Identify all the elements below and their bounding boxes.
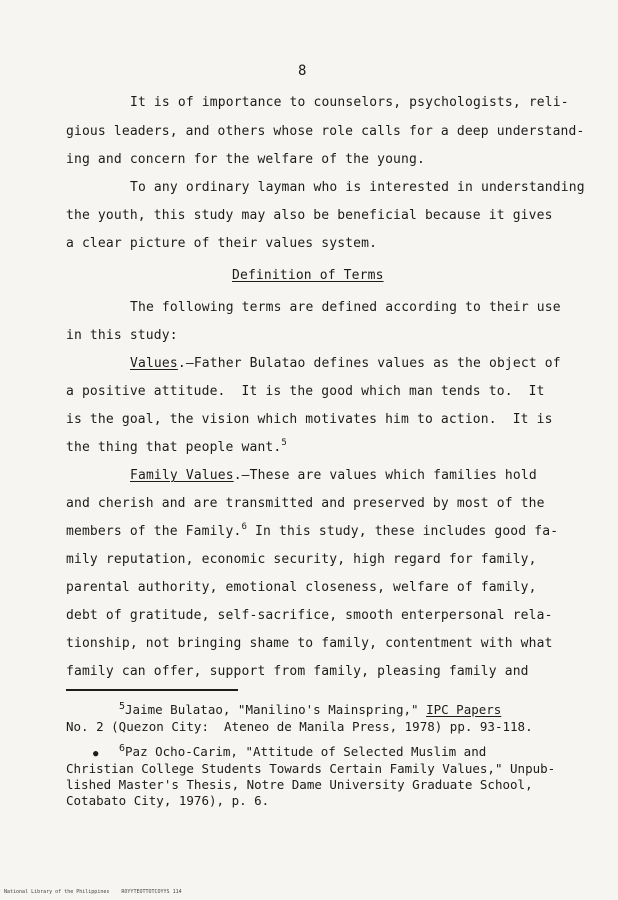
values-definition-line-4 xyxy=(66,440,287,456)
paragraph-2-line-1: To any ordinary layman who is interested in understanding xyxy=(130,180,585,195)
family-values-line-3 xyxy=(66,524,558,540)
footnote-6-line-4: Cotabato City, 1976), p. 6. xyxy=(66,793,270,808)
footnote-6-line-1 xyxy=(119,744,486,760)
footnote-5-title: IPC Papers xyxy=(426,702,502,717)
values-definition-line-1 xyxy=(130,356,561,372)
family-values-line-6: debt of gratitude, self-sacrifice, smooth enterpersonal rela- xyxy=(66,608,553,623)
family-values-line-3-a: members of the Family. xyxy=(66,524,242,539)
family-values-line-4: mily reputation, economic security, high regard for family, xyxy=(66,552,537,567)
footnote-5-mark: 5 xyxy=(119,701,126,712)
bullet-mark-icon: ● xyxy=(93,749,99,759)
footnote-ref-6: 6 xyxy=(241,522,248,532)
intro-line-1: The following terms are defined according to their use xyxy=(130,300,561,315)
paragraph-1-line-3: ing and concern for the welfare of the young. xyxy=(66,152,425,167)
family-values-term: Family Values xyxy=(130,468,234,483)
intro-line-2: in this study: xyxy=(66,328,178,343)
family-values-line-1 xyxy=(130,468,537,484)
family-values-line-7: tionship, not bringing shame to family, contentment with what xyxy=(66,636,553,651)
footnote-separator xyxy=(66,689,238,691)
paragraph-1-line-1: It is of importance to counselors, psychologists, reli- xyxy=(130,95,569,110)
paragraph-2-line-2: the youth, this study may also be beneficial because it gives xyxy=(66,208,553,223)
values-definition-last: the thing that people want. xyxy=(66,440,282,455)
paragraph-1-line-2: gious leaders, and others whose role calls for a deep understand- xyxy=(66,124,585,139)
footnote-5-text: Jaime Bulatao, "Manilino's Mainspring," xyxy=(125,702,427,717)
values-term: Values xyxy=(130,356,178,371)
paragraph-2-line-3: a clear picture of their values system. xyxy=(66,236,378,251)
family-values-line-5: parental authority, emotional closeness, welfare of family, xyxy=(66,580,537,595)
section-heading: Definition of Terms xyxy=(232,268,384,283)
family-values-line-3-b: In this study, these includes good fa- xyxy=(247,524,559,539)
family-values-lead: .—These are values which families hold xyxy=(233,468,537,483)
family-values-line-2: and cherish and are transmitted and preserved by most of the xyxy=(66,496,545,511)
values-definition-lead: .—Father Bulatao defines values as the object of xyxy=(177,356,561,371)
family-values-line-8: family can offer, support from family, pleasing family and xyxy=(66,664,529,679)
footnote-5-line-2: No. 2 (Quezon City: Ateneo de Manila Press, 1978) pp. 93-118. xyxy=(66,719,533,734)
values-definition-line-3: is the goal, the vision which motivates him to action. It is xyxy=(66,412,553,427)
footnote-6-mark: 6 xyxy=(119,743,126,754)
footnote-ref-5: 5 xyxy=(281,438,287,448)
footnote-5-line-1 xyxy=(119,702,501,718)
footnote-6-line-2: Christian College Students Towards Certain Family Values," Unpub- xyxy=(66,761,556,776)
footnote-6-line-3: lished Master's Thesis, Notre Dame University Graduate School, xyxy=(66,777,533,792)
page-number: 8 xyxy=(298,63,307,79)
footnote-6-text: Paz Ocho-Carim, "Attitude of Selected Muslim and xyxy=(125,744,487,759)
values-definition-line-2: a positive attitude. It is the good which man tends to. It xyxy=(66,384,545,399)
footer-credit: National Library of the Philippines ROYYTEOTTOTCOYYS 114 xyxy=(4,889,182,895)
